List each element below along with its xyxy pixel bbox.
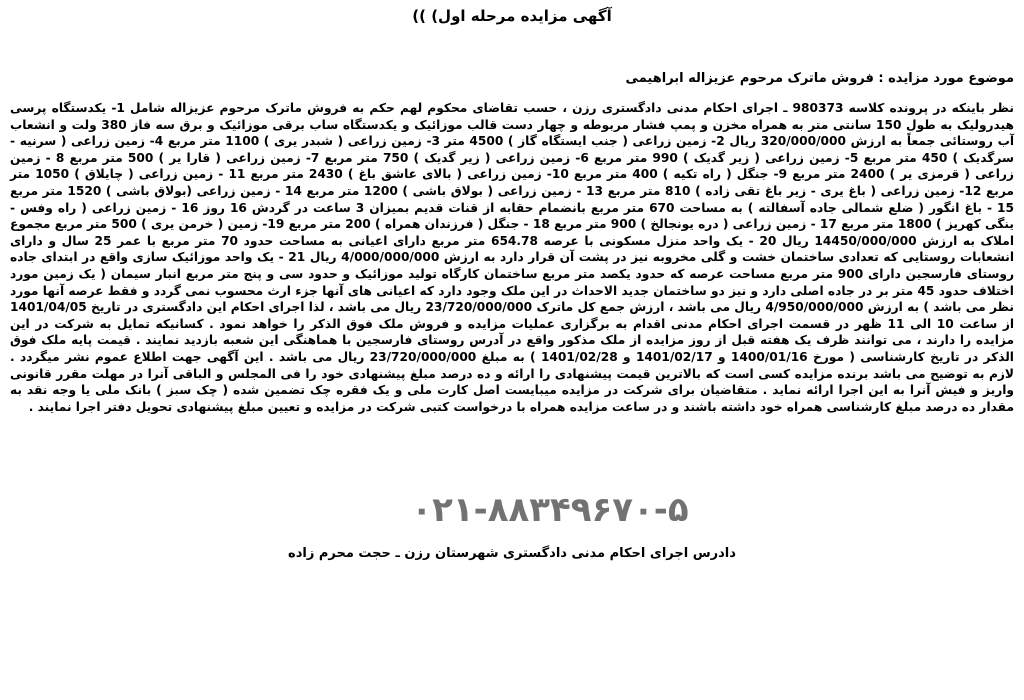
notice-heading: آگهی مزایده مرحله اول) ))	[412, 7, 612, 25]
notice-subject: موضوع مورد مزایده : فروش ماترک مرحوم عزیزاله ابراهیمی	[625, 71, 1014, 86]
notice-body: نظر باینکه در پرونده کلاسه 980373 ـ اجرای احکام مدنی دادگستری رزن ، حسب تقاضای محکوم لهم حکم به فروش ماترک مرحوم عزیزاله شامل 1- یکدستگاه پرسی هیدرولیک به طول 150 سانتی متر به همراه مخزن و پمپ فشار مربوطه و چهار دست قالب موزائیک و یکدستگاه ساب برقی موزائیک و برق سه فاز 380 ولت و انشعاب آب روستائی جمعاً به ارزش 320/000/000 ریال 2- زمین زراعی ( جنب ایستگاه گاز ) 4500 متر 3- زمین زراعی ( شبدر یری ) 1100 متر مربع 4- زمین زراعی ( سرنیه - سرگدیک ) 450 متر مربع 5- زمین زراعی ( زیر گدیک ) 990 متر مربع 6- زمین زراعی ( زیر گدیک ) 750 متر مربع 7- زمین زراعی ( قارا یر ) 500 متر مربع 8 - زمین زراعی ( قرمزی یر ) 2400 متر مربع 9- جنگل ( راه تکیه ) 400 متر مربع 10- زمین زراعی ( بالای عاشق باغ ) 2430 متر مربع 11 - زمین زراعی ( چایلاق ) 1050 متر مربع 12- زمین زراعی ( باغ یری - زیر باغ تقی زاده ) 810 متر مربع 13 - زمین زراعی ( بولاق باشی ) 1200 متر مربع 14 - زمین زراعی (بولاق باشی ) 1520 متر مربع 15 - باغ انگور ( ضلع شمالی جاده آسفالته ) به مساحت 670 متر مربع بانضمام حقابه از قنات قدیم بمیزان 3 ساعت در گردش 16 روز 16 - زمین زراعی ( راه وفس - ینگی کهریز ) 1800 متر مربع 17 - زمین زراعی ( دره یونجالخ ) 900 متر مربع 18 - جنگل ( فرزندان همراه ) 200 متر مربع 19- زمین ( خرمن یری ) 500 متر مربع مجموع املاک به ارزش 14450/000/000 ریال 20 - یک واحد منزل مسکونی با عرصه 654.78 متر مربع دارای اعیانی به مساحت حدود 70 متر مربع با عمر 25 سال و دارای انشعابات روستایی که تعدادی ساختمان خشت و گلی مخروبه نیز در پشت آن قرار دارد به ارزش 4/000/000/000 ریال 21 - یک واحد موزائیک سازی واقع در ابتدای جاده روستای فارسجین دارای 900 متر مربع مساحت عرصه که حدود یکصد متر مربع ساختمان کارگاه تولید موزائیک و حدود سی و پنج متر مربع انبار سیمان ( یک زمین مورد اختلاف حدود 45 متر بر در جاده اصلی دارد و نیز دو ساختمان جدید الاحداث در این ملک وجود دارد که اعیانی های آنها جزء ارث محسوب نمی گردد و فقط عرصه آنها مورد نظر می باشد ) به ارزش 4/950/000/000 ریال می باشد ، ارزش جمع کل ماترک 23/720/000/000 ریال می باشد ، لذا اجرای احکام این دادگستری در تاریخ 1401/04/05 از ساعت 10 الی 11 ظهر در قسمت اجرای احکام مدنی اقدام به برگزاری عملیات مزایده و فروش ملک فوق الذکر را خواهد نمود . کسانیکه تمایل به شرکت در این مزایده را دارند ، می توانند ظرف یک هفته قبل از روز مزایده از ملک مذکور واقع در آدرس روستای فارسجین با هماهنگی این شعبه بازدید نمایند . قیمت پایه ملک فوق الذکر در تاریخ کارشناسی ( مورخ 1400/01/16 و 1401/02/17 و 1401/02/28 ) به مبلغ 23/720/000/000 ریال می باشد . این آگهی جهت اطلاع عموم نشر میگردد . لازم به توضیح می باشد برنده مزایده کسی است که بالاترین قیمت پیشنهادی را ارائه و ده درصد مبلغ پیشنهادی خود را فی المجلس و الباقی آنرا در مهلت مقرر قانونی واریز و فیش آنرا به این اجرا ارائه نماید . متقاضیان برای شرکت در مزایده میبایست اصل کارت ملی و یک فقره چک تضمین شده ( چک سبز ) بانک ملی یا وجه نقد به مقدار ده درصد مبلغ کارشناسی همراه خود داشته باشند و در ساعت مزایده همراه با درخواست کتبی شرکت در مزایده و تعیین مبلغ پیشنهادی تحویل دفتر اجرا نمایند .	[10, 101, 1015, 414]
notice-signature: دادرس اجرای احکام مدنی دادگستری شهرستان رزن ـ حجت محرم زاده	[288, 546, 736, 561]
phone-watermark: ۰۲۱-۸۸۳۴۹۶۷۰-۵	[411, 490, 689, 530]
